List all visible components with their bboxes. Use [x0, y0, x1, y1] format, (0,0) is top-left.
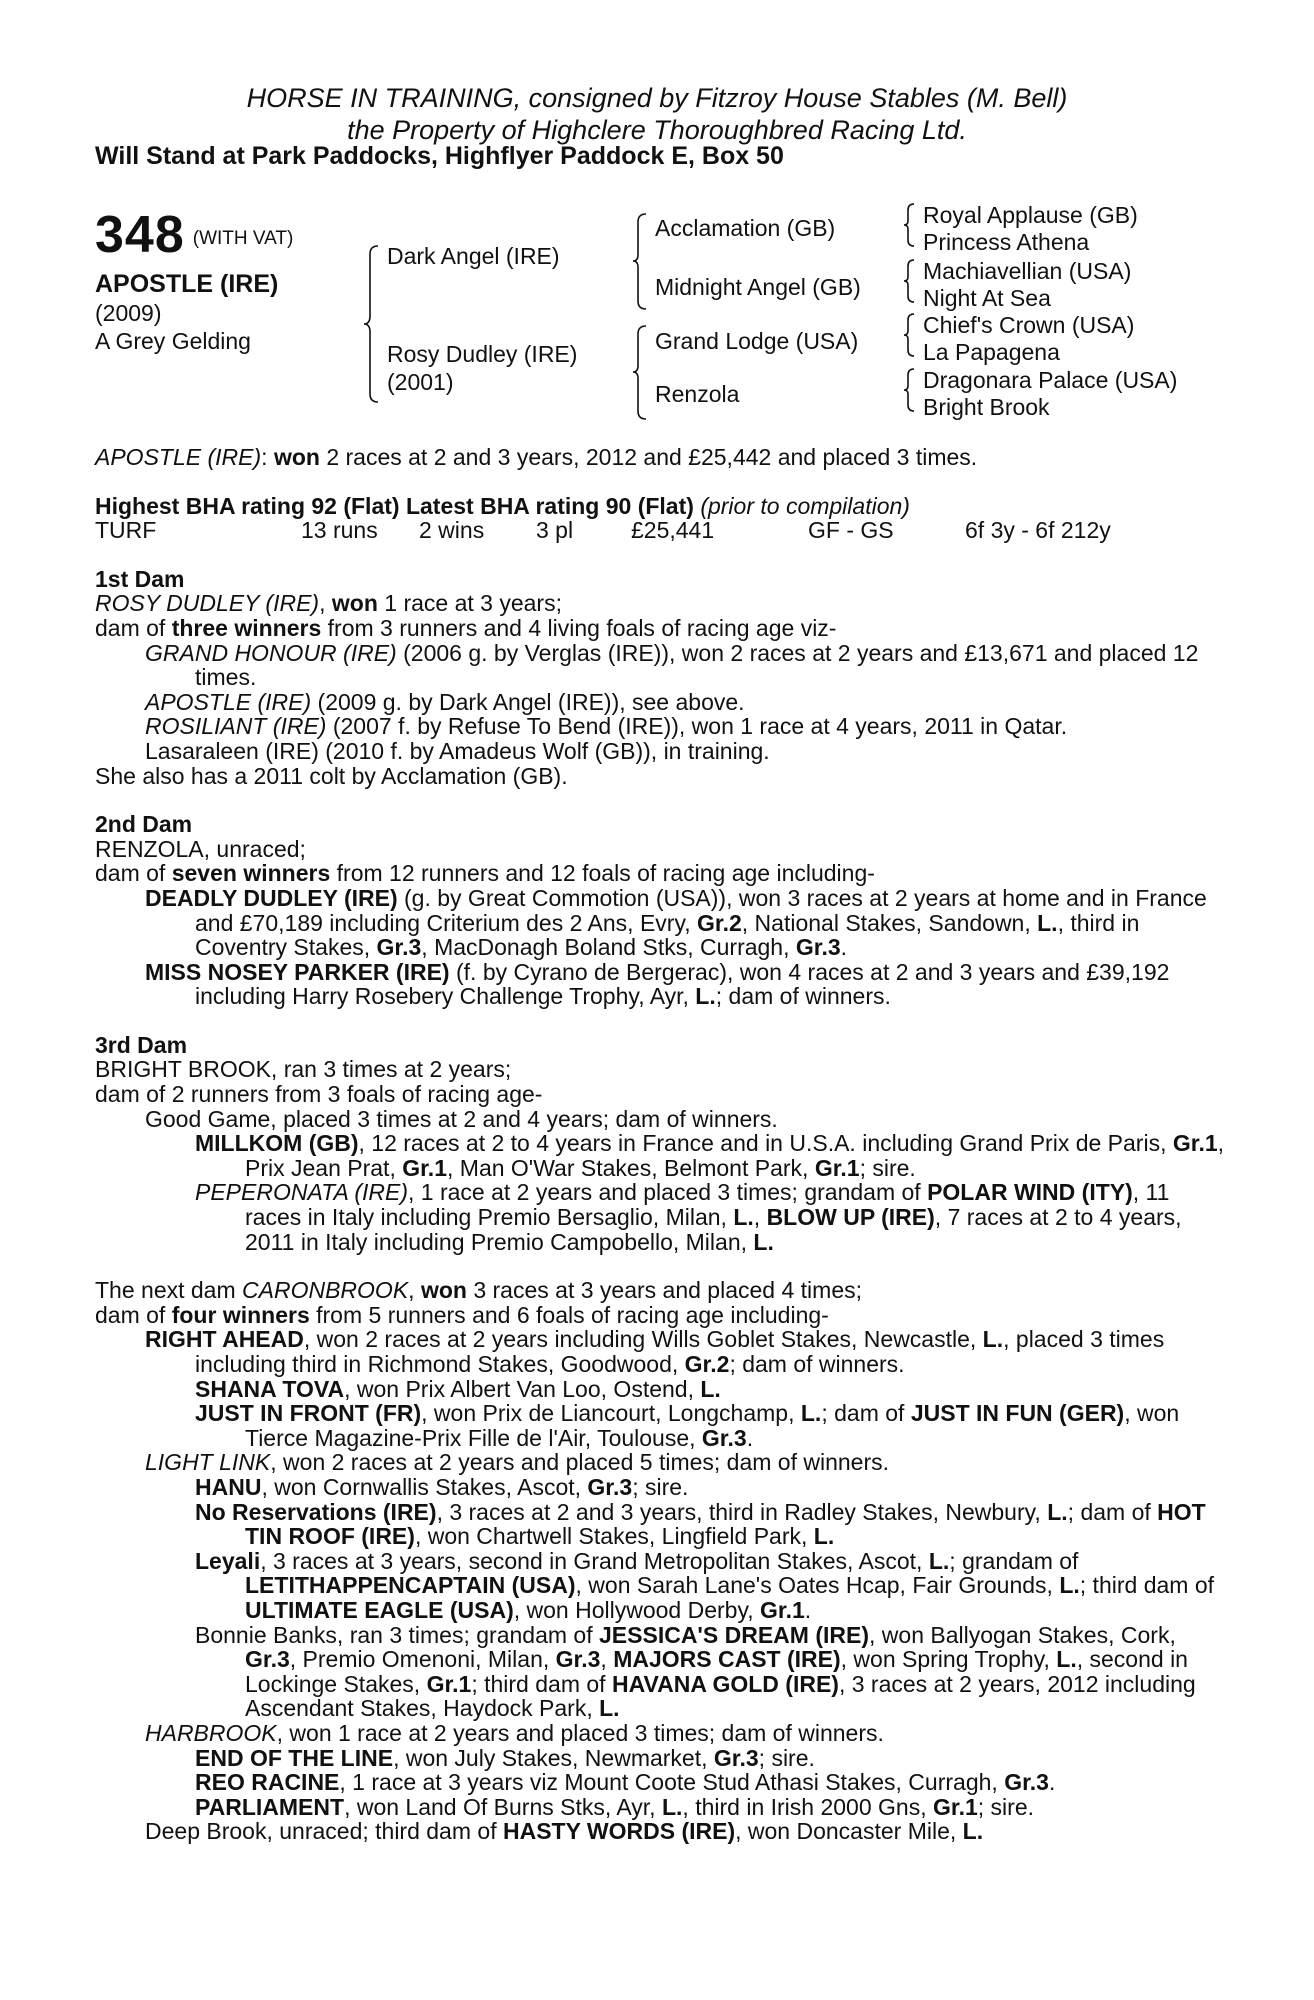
stand-location: Will Stand at Park Paddocks, Highflyer Paddock E, Box 50	[95, 142, 784, 170]
turf-record: TURF 13 runs 2 wins 3 pl £25,441 GF - GS 6f 3y - 6f 212y	[95, 517, 1111, 544]
pedigree-gg-4: Night At Sea	[923, 285, 1051, 311]
pedigree-gg-7: Dragonara Palace (USA)	[923, 367, 1178, 393]
pedigree-gg-8: Bright Brook	[923, 394, 1050, 420]
pedigree-sire: Dark Angel (IRE)	[387, 243, 560, 269]
second-dam-heading: 2nd Dam	[95, 811, 193, 838]
horse-description: A Grey Gelding	[95, 328, 251, 354]
pedigree-sire-dam: Midnight Angel (GB)	[655, 274, 861, 300]
pedigree-dam-dam: Renzola	[655, 381, 740, 407]
pedigree-gg-2: Princess Athena	[923, 229, 1090, 255]
pedigree-gg-3: Machiavellian (USA)	[923, 258, 1132, 284]
horse-name: APOSTLE (IRE)	[95, 270, 279, 298]
owner-line: the Property of Highclere Thoroughbred Racing Ltd.	[347, 115, 967, 145]
pedigree-dam: Rosy Dudley (IRE)	[387, 341, 578, 367]
rating-line: Highest BHA rating 92 (Flat) Latest BHA rating 90 (Flat) (prior to compilation)	[95, 492, 910, 519]
body-text: APOSTLE (IRE): won 2 races at 2 and 3 years, 2012 and £25,442 and placed 3 times. Highest BHA rating 92 (Flat) Latest BHA rating 90 (Flat) (prior to compilation) TURF 13 runs 2 wins 3 pl £25,441 GF - GS 6f 3y - 6f 212y 1st Dam ROSY DUDLEY (IRE), won 1 race at 3 years; dam of three winners from 3 runners and 4 living foals of racing age viz- GRAND HONOUR (IRE) (2006 g. by Verglas (IRE)), won 2 races at 2 years and £13,671 and placed 12 times. APOSTLE (IRE) (2009 g. by Dark Angel (IRE)), see above. ROSILIANT (IRE) (2007 f. by Refuse To Bend (IRE)), won 1 race at 4 years, 2011 in Qatar. Lasaraleen (IRE) (2010 f. by Amadeus Wolf (GB)), in training. She also has a 2011 colt by Acclamation (GB). 2nd Dam RENZOLA, unraced; dam of seven winners from 12 runners and 12 foals of racing age including- DEADLY DUDLEY (IRE) (g. by Great Commotion (USA)), won 3 races at 2 years at home and in France and £70,189 including Criterium des 2 Ans, Evry, Gr.2, National Stakes, Sandown, L., third in Coventry Stakes, Gr.3, MacDonagh Boland Stks, Curragh, Gr.3. MISS NOSEY PARKER (IRE) (f. by Cyrano de Bergerac), won 4 races at 2 and 3 years and £39,192 including Harry Rosebery Challenge Trophy, Ayr, L.; dam of winners. 3rd Dam BRIGHT BROOK, ran 3 times at 2 years; dam of 2 runners from 3 foals of racing age- Good Game, placed 3 times at 2 and 4 years; dam of winners. MILLKOM (GB), 12 races at 2 to 4 years in France and in U.S.A. including Grand Prix de Paris, Gr.1, Prix Jean Prat, Gr.1, Man O'War Stakes, Belmont Park, Gr.1; sire. PEPERONATA (IRE), 1 race at 2 years and placed 3 times; grandam of POLAR WIND (ITY), 11 races in Italy including Premio Bersaglio, Milan, L., BLOW UP (IRE), 7 races at 2 to 4 years, 2011 in Italy including Premio Campobello, Milan, L. The next dam CARONBROOK, won 3 races at 3 years and placed 4 times; dam of four winners from 5 runners and 6 foals of racing age including- RIGHT AHEAD, won 2 races at 2 years including Wills Goblet Stakes, Newcastle, L., placed 3 times including third in Richmond Stakes, Goodwood, Gr.2; dam of winners. SHANA TOVA, won Prix Albert Van Loo, Ostend, L. JUST IN FRONT (FR), won Prix de Liancourt, Longchamp, L.; dam of JUST IN FUN (GER), won Tierce Magazine-Prix Fille de l'Air, Toulouse, Gr.3. LIGHT LINK, won 2 races at 2 years and placed 5 times; dam of winners. HANU, won Cornwallis Stakes, Ascot, Gr.3; sire. No Reservations (IRE), 3 races at 2 and 3 years, third in Radley Stakes, Newbury, L.; dam of HOT TIN ROOF (IRE), won Chartwell Stakes, Lingfield Park, L. Leyali, 3 races at 3 years, second in Grand Metropolitan Stakes, Ascot, L.; grandam of LETITHAPPENCAPTAIN (USA), won Sarah Lane's Oates Hcap, Fair Grounds, L.; third dam of ULTIMATE EAGLE (USA), won Hollywood Derby, Gr.1. Bonnie Banks, ran 3 times; grandam of JESSICA'S DREAM (IRE), won Ballyogan Stakes, Cork, Gr.3, Premio Omenoni, Milan, Gr.3, MAJORS CAST (IRE), won Spring Trophy, L., second in Lockinge Stakes, Gr.1; third dam of HAVANA GOLD (IRE), 3 races at 2 years, 2012 including Ascendant Stakes, Haydock Park, L. HARBROOK, won 1 race at 2 years and placed 3 times; dam of winners. END OF THE LINE, won July Stakes, Newmarket, Gr.3; sire. REO RACINE, 1 race at 3 years viz Mount Coote Stud Athasi Stakes, Curragh, Gr.3. PARLIAMENT, won Land Of Burns Stks, Ayr, L., third in Irish 2000 Gns, Gr.1; sire. Deep Brook, unraced; third dam of HASTY WORDS (IRE), won Doncaster Mile, L.	[95, 444, 1225, 1845]
pedigree-gg-5: Chief's Crown (USA)	[923, 312, 1135, 338]
lot-num: 348	[95, 206, 185, 264]
summary-line: APOSTLE (IRE): won 2 races at 2 and 3 years, 2012 and £25,442 and placed 3 times.	[95, 444, 978, 470]
consignor-line: HORSE IN TRAINING, consigned by Fitzroy House Stables (M. Bell)	[246, 83, 1068, 113]
pedigree-sire-sire: Acclamation (GB)	[655, 215, 836, 241]
pedigree-dam-year: (2001)	[387, 369, 454, 395]
pedigree-gg-1: Royal Applause (GB)	[923, 202, 1138, 228]
pedigree-dam-sire: Grand Lodge (USA)	[655, 328, 859, 354]
pedigree-gg-6: La Papagena	[923, 339, 1060, 365]
first-dam-heading: 1st Dam	[95, 565, 185, 592]
horse-year: (2009)	[95, 300, 162, 326]
vat-note: (WITH VAT)	[192, 228, 294, 249]
third-dam-heading: 3rd Dam	[95, 1031, 188, 1058]
